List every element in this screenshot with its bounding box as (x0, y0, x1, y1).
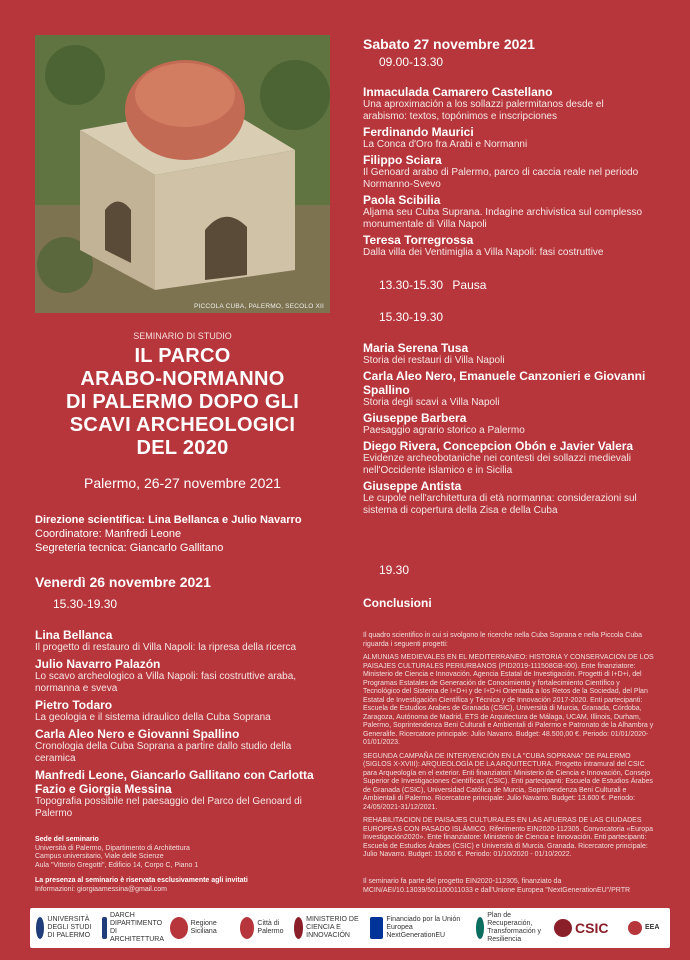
prtr-mark-icon (476, 917, 484, 939)
saturday-morning-talks (363, 85, 648, 259)
speaker-name: Giuseppe Antista (363, 479, 462, 493)
sede-block (35, 836, 325, 870)
funding-fine-print (363, 632, 655, 860)
darch-mark-icon (102, 917, 107, 939)
speaker-name: Inmaculada Camarero Castellano (363, 85, 553, 99)
unipa-seal-icon (36, 917, 44, 939)
talk-title: Storia dei restauri di Villa Napoli (363, 355, 505, 366)
title-line: DI PALERMO DOPO GLI (65, 391, 300, 413)
fine-print-intro: Il quadro scientifico in cui si svolgono le ricerche nella Cuba Soprana e nella Piccola Cuba riguarda i seguenti progetti: (363, 632, 642, 648)
saturday-heading: Sabato 27 novembre 2021 (363, 36, 535, 52)
spain-crest-icon (294, 917, 303, 939)
talk-title: Aljama seu Cuba Suprana. Indagine archivistica sul complesso monumentale di Villa Napoli (363, 207, 643, 230)
fine-print-footer: Il seminario fa parte del progetto EIN2020-112305, finanziato da MCIN/AEI/10.13039/501100011033 e dall'Unione Europea "NextGenerationEU"/PRTR (363, 878, 631, 894)
speaker-name: Maria Serena Tusa (363, 341, 469, 355)
talk-title: Topografia possibile nel paesaggio del Parco del Genoard di Palermo (35, 796, 302, 819)
eea-mark-icon (628, 921, 642, 935)
talk-title: La Conca d'Oro fra Arabi e Normanni (363, 139, 528, 150)
conclusioni-label: Conclusioni (363, 596, 432, 610)
speaker-name: Teresa Torregrossa (363, 233, 474, 247)
speaker-name: Carla Aleo Nero, Emanuele Canzonieri e Giovanni Spallino (363, 369, 646, 397)
sede-line: Università di Palermo, Dipartimento di Architettura (35, 844, 190, 852)
speaker-name: Ferdinando Maurici (363, 125, 474, 139)
speaker-name: Paola Scibilia (363, 193, 441, 207)
monument-illustration (35, 35, 330, 313)
informazioni-email[interactable]: Informazioni: giorgiaamessina@gmail.com (35, 885, 167, 893)
eu-logo: Financiado por la Unión Europea NextGenerationEU (370, 914, 470, 942)
pausa-row (379, 278, 486, 292)
friday-talks (35, 628, 325, 820)
talk-title: Storia degli scavi a Villa Napoli (363, 397, 500, 408)
afternoon-time: 15.30-19.30 (379, 310, 444, 324)
fine-print-project: REHABILITACION DE PAISAJES CULTURALES EN LAS AFUERAS DE LAS CIUDADES EUROPEAS CON PASADO ISLÁMICO. Riferimento EIN2020-112305. Convocatoria «Europa Investigación2020». Ente finanziatore: Ministerio de Ciencia e Innovación. Enti partecipanti: Escuela de Estudios Árabes (CSIC) e Università di Murcia. Granada. Ricercatore principale: Julio Navarro. Budget: 15.000 €. Periodo: 01/10/2020 - 01/10/2022. (363, 817, 653, 858)
title-line: ARABO-NORMANNO (80, 368, 285, 390)
segreteria: Segreteria tecnica: Giancarlo Gallitano (35, 542, 224, 554)
speaker-name: Pietro Todaro (35, 698, 113, 712)
eea-logo: EEA (628, 914, 664, 942)
speaker-name: Giuseppe Barbera (363, 411, 467, 425)
fine-print-project: SEGUNDA CAMPAÑA DE INTERVENCIÓN EN LA "CUBA SOPRANA" DE PALERMO (SIGLOS X-XVIII): ARQUEOLOGÍA DE LA ARQUITECTURA. Progetto intramural del CSIC para Arqueología en el exterior. Enti finanziatori: Ministerio de Ciencia e Innovación, Consejo Superior de Investigaciones Científicas (CSIC). Enti partecipanti: Escuela de Estudios Árabes de Granada (CSIC), Universidad Católica de Murcia, Soprintendenza Beni Culturali e Ambientali di Palermo. Ricercatore principale: Julio Navarro. Budget: 13.600 €. Periodo: 24/05/2021-31/12/2021. (363, 752, 653, 811)
speaker-name: Diego Rivera, Concepcion Obón e Javier Valera (363, 439, 634, 453)
sponsor-logos-bar (30, 908, 670, 948)
main-title (35, 345, 330, 460)
csic-mark-icon (554, 919, 572, 937)
ministerio-logo: MINISTERIO DE CIENCIA E INNOVACIÓN (294, 914, 362, 942)
sede-title: Sede del seminario (35, 836, 99, 843)
eu-flag-icon (370, 917, 383, 939)
unipa-logo: UNIVERSITÀ DEGLI STUDI DI PALERMO (36, 914, 98, 942)
fine-print-project: ALMUNIAS MEDIEVALES EN EL MEDITERRANEO: HISTORIA Y CONSERVACION DE LOS PAISAJES CULTURALES PERIURBANOS (PID2019-111508GB-I00). Ente finanziatore: Ministerio de Ciencia e Innovación. Agencia Estatal de Investigación. Progetti di I+D+i, del Programas Estatales de Generación de Conocimiento y fortalecimiento Científico y Tecnológico del Sistema de I+D+i y de I+D+i Orientada a los Retos de la Sociedad, del Plan Estatal de Investigación Científica y Técnica y de Innovación 2017-2020. Enti partecipanti: Escuela de Estudios Arabes de Granada (CSIC), Università di Murcia, Granada, Córdoba, Zaragoza, Autónoma de Madrid, ETS de Arquitectura de Málaga, UCAM, Illinois, Durham, Palermo, Soprintendenza Beni Culturali e Ambientali di Palermo e Patronato de la Alhambra y Generalife. Ricercatore principale: Julio Navarro. Budget: 48.500,00 €. Periodo: 01/01/2020-01/01/2023. (363, 654, 654, 746)
friday-time: 15.30-19.30 (53, 597, 118, 611)
seminar-label: SEMINARIO DI STUDIO (133, 331, 232, 341)
talk-title: La geologia e il sistema idraulico della Cuba Soprana (35, 712, 271, 723)
title-line: SCAVI ARCHEOLOGICI (69, 414, 296, 436)
speaker-name: Carla Aleo Nero e Giovanni Spallino (35, 727, 240, 741)
talk-title: Il progetto di restauro di Villa Napoli: la ripresa della ricerca (35, 642, 297, 653)
sede-line: Campus universitario, Viale delle Scienze (35, 853, 164, 860)
darch-logo: DARCH DIPARTIMENTO DI ARCHITETTURA (102, 914, 164, 942)
talk-title: Evidenze archeobotaniche nei contesti dei sollazzi medievali nell'Occidente islamico e in Sicilia (363, 453, 631, 476)
talk-title: Le cupole nell'architettura di età normanna: considerazioni sul sistema di copertura della Zisa e della Cuba (363, 493, 637, 516)
talk-title: Il Genoard arabo di Palermo, parco di caccia reale nel periodo Normanno-Svevo (363, 167, 639, 190)
prtr-logo: Plan de Recuperación, Transformación y Resiliencia (476, 914, 548, 942)
coordinatore: Coordinatore: Manfredi Leone (35, 528, 182, 540)
photo-caption: PICCOLA CUBA, PALERMO, SECOLO XII (193, 303, 324, 310)
friday-heading: Venerdì 26 novembre 2021 (35, 574, 211, 590)
title-line: DEL 2020 (136, 437, 229, 459)
speaker-name: Julio Navarro Palazón (35, 657, 161, 671)
talk-title: Lo scavo archeologico a Villa Napoli: fasi costruttive araba, normanna e sveva (35, 671, 297, 694)
pausa-label: Pausa (452, 278, 487, 292)
saturday-afternoon-talks (363, 341, 653, 517)
talk-title: Una aproximación a los sollazzi palermitanos desde el arabismo: textos, topónimos e inscripciones (363, 99, 604, 122)
cuba-photo (35, 35, 330, 313)
speaker-name: Lina Bellanca (35, 628, 113, 642)
talk-title: Paesaggio agrario storico a Palermo (363, 425, 525, 436)
place-date: Palermo, 26-27 novembre 2021 (84, 475, 281, 491)
sede-line: Aula "Vittorio Gregotti", Edificio 14, Corpo C, Piano 1 (35, 861, 199, 869)
regione-sicilia-logo: Regione Siciliana (170, 914, 234, 942)
direzione-scientifica: Direzione scientifica: Lina Bellanca e Julio Navarro (35, 514, 302, 526)
regione-emblem-icon (170, 917, 188, 939)
speaker-name: Filippo Sciara (363, 153, 442, 167)
access-block (35, 877, 325, 894)
citta-palermo-logo: Città di Palermo (240, 914, 290, 942)
palermo-crest-icon (240, 917, 254, 939)
presenza-note: La presenza al seminario è riservata esclusivamente agli invitati (35, 877, 248, 884)
title-line: IL PARCO (134, 345, 231, 367)
credits-block (35, 513, 302, 555)
talk-title: Dalla villa dei Ventimiglia a Villa Napoli: fasi costruttive (363, 247, 604, 258)
closing-time: 19.30 (379, 563, 410, 577)
csic-logo: CSIC (554, 914, 620, 942)
speaker-name: Manfredi Leone, Giancarlo Gallitano con Carlotta Fazio e Giorgia Messina (35, 768, 314, 796)
saturday-time: 09.00-13.30 (379, 55, 444, 69)
talk-title: Cronologia della Cuba Soprana a partire dallo studio della ceramica (35, 741, 292, 764)
pausa-time: 13.30-15.30 (379, 278, 444, 292)
